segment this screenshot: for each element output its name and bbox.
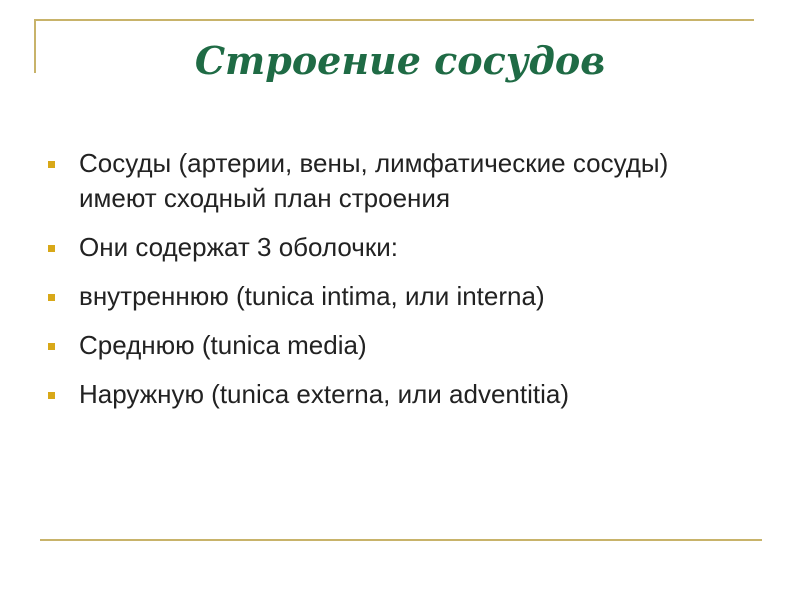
bullet-text: Они содержат 3 оболочки: — [79, 232, 398, 262]
list-item — [48, 279, 748, 314]
bullet-text: Среднюю (tunica media) — [79, 330, 367, 360]
bullet-text: Сосуды (артерии, вены, лимфатические сосуды) имеют сходный план строения — [79, 148, 669, 213]
square-bullet-icon — [48, 161, 55, 168]
square-bullet-icon — [48, 392, 55, 399]
slide-title: Строение сосудов — [194, 38, 606, 83]
square-bullet-icon — [48, 343, 55, 350]
list-item — [48, 377, 748, 412]
bullet-text: Наружную (tunica externa, или adventitia) — [79, 379, 570, 409]
bullet-text: внутреннюю (tunica intima, или interna) — [79, 281, 545, 311]
list-item — [48, 146, 748, 216]
square-bullet-icon — [48, 294, 55, 301]
frame-top-line — [34, 19, 754, 21]
list-item — [48, 230, 748, 265]
bullet-list — [48, 146, 748, 426]
list-item — [48, 328, 748, 363]
frame-bottom-line — [40, 539, 762, 541]
square-bullet-icon — [48, 245, 55, 252]
